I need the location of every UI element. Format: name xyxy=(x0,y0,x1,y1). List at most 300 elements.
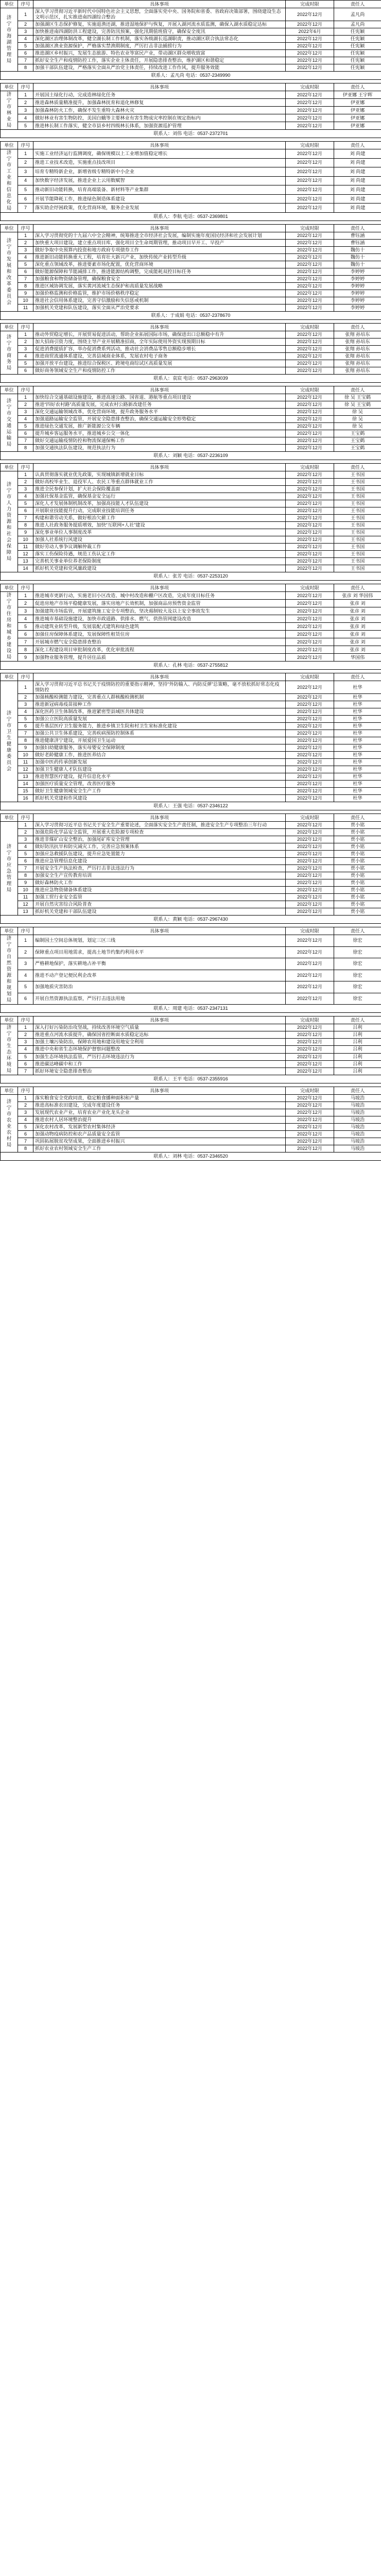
task-number: 2 xyxy=(18,338,33,346)
task-description: 提升基层医疗卫生服务能力，推进乡镇卫生院和村卫生室标准化建设 xyxy=(33,723,286,730)
task-deadline: 2022年12月 xyxy=(286,167,334,177)
task-row xyxy=(1,515,381,522)
task-description: 推进商贸流通体系建设，完善县域商业体系，发展农村电子商务 xyxy=(33,353,286,360)
header-deadline: 完成时限 xyxy=(286,324,334,331)
task-description: 深化工程建设项目审批制度改革，优化审批流程 xyxy=(33,646,286,654)
task-row xyxy=(1,773,381,781)
task-row xyxy=(1,766,381,773)
task-owner: 徐宏 xyxy=(334,935,381,947)
section-table xyxy=(0,141,381,221)
task-description: 开展自然资源执法监察，严厉打击违法用地 xyxy=(33,993,286,1005)
task-owner: 魏仿十 xyxy=(334,261,381,268)
task-number: 6 xyxy=(18,507,33,515)
contact-line: 联系人：刘伟 电话：0537-2372701 xyxy=(1,130,381,138)
task-number: 2 xyxy=(18,600,33,607)
task-deadline: 2022年12月 xyxy=(286,829,334,836)
task-description: 做好劳动人事争议调解仲裁工作 xyxy=(33,544,286,551)
task-number: 5 xyxy=(18,1053,33,1060)
task-deadline: 2022年12月 xyxy=(286,1102,334,1109)
task-owner: 徐 吴 王宝鹤 xyxy=(334,401,381,409)
task-number: 10 xyxy=(18,752,33,759)
header-number: 序号 xyxy=(18,1087,33,1095)
task-deadline: 2022年12月 xyxy=(286,858,334,865)
task-row xyxy=(1,268,381,276)
task-number: 9 xyxy=(18,290,33,297)
task-deadline: 2022年12月 xyxy=(286,64,334,72)
task-description: 开展节能降耗工作，推进绿色制造体系建设 xyxy=(33,194,286,204)
task-description: 做好卫生健康领域安全生产工作 xyxy=(33,788,286,795)
task-owner: 马坡浩 xyxy=(334,1124,381,1131)
task-deadline: 2022年12月 xyxy=(286,114,334,122)
task-owner: 李婷婷 xyxy=(334,304,381,312)
task-row xyxy=(1,694,381,701)
header-row xyxy=(1,464,381,471)
task-description: 加快综合交通基础设施建设，推进高速公路、国省道、港航等重点项目建设 xyxy=(33,394,286,401)
task-row xyxy=(1,185,381,195)
task-deadline: 2022年12月 xyxy=(286,486,334,493)
task-deadline: 2022年12月 xyxy=(286,1124,334,1131)
task-row xyxy=(1,851,381,858)
task-owner: 华国伟 xyxy=(334,654,381,662)
task-number: 3 xyxy=(18,1039,33,1046)
task-row xyxy=(1,346,381,353)
header-row xyxy=(1,386,381,394)
header-deadline: 完成时限 xyxy=(286,83,334,91)
unit-label: 济宁市生态环境局 xyxy=(6,1025,12,1074)
task-row xyxy=(1,149,381,159)
task-number: 3 xyxy=(18,247,33,254)
task-row xyxy=(1,360,381,367)
task-owner: 马坡浩 xyxy=(334,1145,381,1153)
task-deadline: 2022年12月 xyxy=(286,57,334,64)
task-deadline: 2022年12月 xyxy=(286,297,334,304)
task-row xyxy=(1,28,381,36)
section-table xyxy=(0,386,381,460)
header-deadline: 完成时限 xyxy=(286,1,334,8)
task-row xyxy=(1,795,381,802)
task-description: 推进湖区乡村振兴，发展生态旅游、特色农业等富民产业，带动湖区群众增收致富 xyxy=(33,50,286,57)
unit-name xyxy=(1,91,18,130)
task-deadline: 2022年12月 xyxy=(286,993,334,1005)
header-owner: 责任人 xyxy=(334,927,381,935)
task-row xyxy=(1,522,381,529)
header-task: 具体事项 xyxy=(33,225,286,232)
header-number: 序号 xyxy=(18,386,33,394)
header-owner: 责任人 xyxy=(334,1,381,8)
header-task: 具体事项 xyxy=(33,83,286,91)
header-deadline: 完成时限 xyxy=(286,673,334,681)
task-description: 保障重点项目用地需求，提高土地节约集约利用水平 xyxy=(33,946,286,958)
task-owner: 任宪颖 xyxy=(334,57,381,64)
task-row xyxy=(1,276,381,283)
header-row xyxy=(1,1016,381,1024)
footer-row xyxy=(1,1153,381,1161)
task-row xyxy=(1,894,381,901)
task-owner: 贾小铭 xyxy=(334,843,381,851)
task-description: 深入学习贯彻党的十九届六中全会精神，统筹推进全市经济社会发展，编制实施年度国民经济和社会发展计划 xyxy=(33,232,286,240)
task-description: 促进消费提质扩容，举办促消费系列活动，推动社会消费品零售总额稳步增长 xyxy=(33,346,286,353)
header-task: 具体事项 xyxy=(33,673,286,681)
task-description: 推进不动产登记便民利企改革 xyxy=(33,970,286,981)
header-deadline: 完成时限 xyxy=(286,1016,334,1024)
task-row xyxy=(1,423,381,430)
task-description: 做好争取中央预算内投资和地方政府专项债券工作 xyxy=(33,247,286,254)
task-deadline: 2022年12月 xyxy=(286,1067,334,1075)
task-owner: 徐宏 xyxy=(334,993,381,1005)
task-number: 9 xyxy=(18,529,33,536)
task-number: 8 xyxy=(18,737,33,744)
task-owner: 杜华 xyxy=(334,694,381,701)
task-number: 3 xyxy=(18,958,33,970)
task-number: 5 xyxy=(18,360,33,367)
task-deadline: 2022年12月 xyxy=(286,158,334,167)
task-deadline: 2022年12月 xyxy=(286,529,334,536)
task-description: 推进人社政务服务提质增效，加快“互联网+人社”建设 xyxy=(33,522,286,529)
task-deadline: 2022年12月 xyxy=(286,981,334,993)
task-row xyxy=(1,646,381,654)
task-number: 5 xyxy=(18,716,33,723)
task-number: 1 xyxy=(18,91,33,99)
task-number: 3 xyxy=(18,607,33,615)
task-description: 推进应急管理信息化建设 xyxy=(33,858,286,865)
task-description: 推进“四好农村路”高质量发展，完成农村公路新改建任务 xyxy=(33,401,286,409)
task-number: 4 xyxy=(18,1116,33,1124)
unit-name xyxy=(1,681,18,802)
task-number: 4 xyxy=(18,708,33,716)
task-row xyxy=(1,872,381,879)
task-owner: 张彦 刘 xyxy=(334,646,381,654)
contact-line: 联系人：王平 电话：0537-2355916 xyxy=(1,1075,381,1083)
task-row xyxy=(1,430,381,437)
task-description: 做好林业有害生物防控，美国白蛾等主要林业有害生物成灾率控制在规定指标内 xyxy=(33,114,286,122)
task-deadline: 2022年12月 xyxy=(286,338,334,346)
task-deadline: 2022年12月 xyxy=(286,781,334,788)
task-deadline: 2022年12月 xyxy=(286,1131,334,1138)
task-number: 9 xyxy=(18,879,33,887)
task-owner: 杜华 xyxy=(334,723,381,730)
task-deadline: 2022年12月 xyxy=(286,240,334,247)
task-owner: 刘 尚建 xyxy=(334,204,381,213)
task-row xyxy=(1,843,381,851)
task-number: 7 xyxy=(18,865,33,872)
task-row xyxy=(1,471,381,479)
task-description: 推进非煤矿山安全整治，加强尾矿库安全管理 xyxy=(33,836,286,843)
task-number: 11 xyxy=(18,759,33,766)
task-owner: 马坡浩 xyxy=(334,1116,381,1124)
header-row xyxy=(1,814,381,822)
task-number: 1 xyxy=(18,8,33,21)
task-description: 推进林长制工作落实，健全市县乡村四级林长体系，加强资源巡护管理 xyxy=(33,122,286,130)
task-number: 6 xyxy=(18,430,33,437)
task-row xyxy=(1,654,381,662)
task-row xyxy=(1,394,381,401)
header-unit: 单位 xyxy=(1,1016,18,1024)
task-deadline: 2022年12月 xyxy=(286,887,334,894)
task-owner: 伊亚娜 xyxy=(334,122,381,130)
task-deadline: 2022年12月 xyxy=(286,558,334,565)
task-deadline: 2022年12月 xyxy=(286,479,334,486)
task-description: 完善机关事业单位养老保险制度 xyxy=(33,558,286,565)
task-owner: 王书国 xyxy=(334,544,381,551)
task-deadline: 2022年12月 xyxy=(286,759,334,766)
task-row xyxy=(1,43,381,50)
header-number: 序号 xyxy=(18,324,33,331)
unit-label: 济宁市人力资源和社会保障局 xyxy=(6,481,12,562)
header-unit: 单位 xyxy=(1,324,18,331)
unit-name xyxy=(1,8,18,72)
task-number: 15 xyxy=(18,788,33,795)
task-owner: 贾小铭 xyxy=(334,851,381,858)
task-deadline: 2022年12月 xyxy=(286,247,334,254)
task-number: 12 xyxy=(18,901,33,908)
unit-name xyxy=(1,471,18,572)
task-owner: 杜华 xyxy=(334,752,381,759)
task-owner: 伊亚娜 王宇晖 xyxy=(334,91,381,99)
task-owner: 曹钰涵 xyxy=(334,232,381,240)
task-number: 2 xyxy=(18,694,33,701)
task-deadline: 2022年12月 xyxy=(286,8,334,21)
task-deadline: 2022年12月 xyxy=(286,409,334,416)
task-owner: 杜华 xyxy=(334,716,381,723)
task-deadline: 2022年12月 xyxy=(286,752,334,759)
task-description: 做好老龄健康工作，推进医养结合 xyxy=(33,752,286,759)
task-description: 抓好机关党建和党风廉政建设 xyxy=(33,565,286,572)
task-number: 6 xyxy=(18,723,33,730)
task-description: 加强湖区生态保护修复，实施退渔还湖，推进湿地保护与恢复，开展入湖河流水质监测，确保入湖水质稳定达标 xyxy=(33,21,286,28)
task-row xyxy=(1,788,381,795)
section-table xyxy=(0,323,381,383)
task-deadline: 2022年12月 xyxy=(286,681,334,694)
task-number: 2 xyxy=(18,21,33,28)
task-deadline: 2022年12月 xyxy=(286,730,334,737)
task-number: 5 xyxy=(18,185,33,195)
task-number: 7 xyxy=(18,638,33,646)
header-owner: 责任人 xyxy=(334,584,381,592)
task-description: 构建和谐劳动关系，做好根治欠薪工作 xyxy=(33,515,286,522)
task-number: 3 xyxy=(18,107,33,114)
task-row xyxy=(1,607,381,615)
task-deadline: 2022年12月 xyxy=(286,536,334,544)
task-description: 加强价格监测和价格监管，维护市场价格秩序稳定 xyxy=(33,290,286,297)
task-deadline: 2022年12月 xyxy=(286,445,334,452)
unit-name xyxy=(1,1024,18,1075)
task-description: 落实工伤保险待遇，规范工伤认定工作 xyxy=(33,551,286,558)
task-row xyxy=(1,544,381,551)
task-owner: 任宪颖 xyxy=(334,50,381,57)
task-owner: 徐宏 xyxy=(334,970,381,981)
task-description: 深入学习贯彻习近平总书记关于安全生产重要论述，全面落实安全生产责任制，推进安全生产专项整治三年行动 xyxy=(33,822,286,829)
task-deadline: 2022年12月 xyxy=(286,901,334,908)
task-description: 推动建筑业转型升级，发展装配式建筑和绿色建筑 xyxy=(33,623,286,631)
task-description: 推动新旧动能转换，培育高端装备、新材料等产业集群 xyxy=(33,185,286,195)
task-deadline: 2022年12月 xyxy=(286,879,334,887)
task-number: 4 xyxy=(18,176,33,185)
task-owner: 刘 尚建 xyxy=(334,149,381,159)
task-description: 加大招商引资力度，围绕主导产业开展精准招商，全年实际使用外资实现预期目标 xyxy=(33,338,286,346)
task-row xyxy=(1,901,381,908)
task-deadline: 2022年12月 xyxy=(286,970,334,981)
header-number: 序号 xyxy=(18,225,33,232)
footer-row xyxy=(1,72,381,80)
task-deadline: 2022年12月 xyxy=(286,261,334,268)
header-row xyxy=(1,673,381,681)
task-description: 编制国土空间总体规划，划定三区三线 xyxy=(33,935,286,947)
task-deadline: 2022年12月 xyxy=(286,908,334,916)
task-description: 加强道路运输安全监管，开展安全隐患排查整治，确保交通运输安全形势稳定 xyxy=(33,416,286,423)
task-deadline: 2022年12月 xyxy=(286,1031,334,1039)
task-row xyxy=(1,592,381,600)
task-row xyxy=(1,8,381,21)
task-row xyxy=(1,176,381,185)
task-owner: 吕利 xyxy=(334,1060,381,1067)
task-number: 4 xyxy=(18,254,33,261)
task-number: 8 xyxy=(18,445,33,452)
task-deadline: 2022年12月 xyxy=(286,623,334,631)
task-number: 10 xyxy=(18,887,33,894)
task-deadline: 2022年12月 xyxy=(286,607,334,615)
task-row xyxy=(1,993,381,1005)
task-description: 抓好农业农村领域安全生产工作 xyxy=(33,1145,286,1153)
task-deadline: 2022年12月 xyxy=(286,822,334,829)
header-deadline: 完成时限 xyxy=(286,386,334,394)
task-deadline: 2022年12月 xyxy=(286,592,334,600)
task-number: 12 xyxy=(18,551,33,558)
task-description: 抓好机关党建和作风建设 xyxy=(33,795,286,802)
task-deadline: 2022年12月 xyxy=(286,21,334,28)
task-deadline: 2022年12月 xyxy=(286,437,334,445)
task-owner: 杜华 xyxy=(334,730,381,737)
task-description: 深入学习贯彻习近平新时代中国特色社会主义思想，全面落实党中央、国务院和省委、省政府决策部署，围绕建设生态文明示范区，扎实推进南四湖综合整治 xyxy=(33,8,286,21)
header-task: 具体事项 xyxy=(33,1016,286,1024)
footer-row xyxy=(1,213,381,221)
task-owner: 魏仿十 xyxy=(334,254,381,261)
task-owner: 贾小铭 xyxy=(334,887,381,894)
task-description: 推进绿色交通发展，推广新能源公交车辆 xyxy=(33,423,286,430)
task-row xyxy=(1,297,381,304)
task-description: 促进房地产市场平稳健康发展，落实房地产长效机制，加强商品房预售资金监管 xyxy=(33,600,286,607)
task-number: 5 xyxy=(18,261,33,268)
task-number: 11 xyxy=(18,304,33,312)
task-number: 2 xyxy=(18,401,33,409)
task-description: 抓好环境安全隐患排查整治 xyxy=(33,1067,286,1075)
task-description: 开展国土绿化行动，完成造林绿化任务 xyxy=(33,91,286,99)
task-deadline: 2022年12月 xyxy=(286,773,334,781)
task-number: 9 xyxy=(18,654,33,662)
task-owner: 杜华 xyxy=(334,744,381,752)
task-description: 加强地质灾害防治 xyxy=(33,981,286,993)
task-description: 加强人社系统行风建设 xyxy=(33,536,286,544)
task-number: 13 xyxy=(18,558,33,565)
section-table xyxy=(0,1087,381,1161)
task-description: 做好交通运输疫情防控和物流保通保畅工作 xyxy=(33,437,286,445)
task-owner: 徐宏 xyxy=(334,981,381,993)
task-number: 4 xyxy=(18,1046,33,1053)
task-row xyxy=(1,1046,381,1053)
section-table xyxy=(0,0,381,80)
task-description: 严格耕地保护，落实耕地占补平衡 xyxy=(33,958,286,970)
task-owner: 王书国 xyxy=(334,479,381,486)
task-owner: 王宝鹤 xyxy=(334,437,381,445)
task-row xyxy=(1,708,381,716)
header-deadline: 完成时限 xyxy=(286,1087,334,1095)
task-owner: 徐 吴 王宝鹤 xyxy=(334,394,381,401)
task-deadline: 2022年12月 xyxy=(286,185,334,195)
task-deadline: 2022年12月 xyxy=(286,701,334,708)
task-deadline: 2022年12月 xyxy=(286,360,334,367)
task-row xyxy=(1,730,381,737)
task-owner: 马坡浩 xyxy=(334,1131,381,1138)
task-deadline: 2022年12月 xyxy=(286,515,334,522)
unit-name xyxy=(1,149,18,213)
task-description: 加快重大项目建设，建立重点项目库，强化项目全生命周期管理，推动项目早开工、早投产 xyxy=(33,240,286,247)
task-description: 抓好安全生产和疫情防控工作，落实企业主体责任，开展隐患排查整治，维护湖区和谐稳定 xyxy=(33,57,286,64)
task-number: 6 xyxy=(18,268,33,276)
task-deadline: 2022年12月 xyxy=(286,843,334,851)
task-owner: 王书国 xyxy=(334,515,381,522)
task-deadline: 2022年12月 xyxy=(286,788,334,795)
task-number: 5 xyxy=(18,981,33,993)
task-number: 4 xyxy=(18,36,33,43)
header-number: 序号 xyxy=(18,927,33,935)
section-table xyxy=(0,1016,381,1083)
task-description: 深化农村改革，发展新型农村集体经济 xyxy=(33,1124,286,1131)
task-number: 4 xyxy=(18,843,33,851)
task-owner: 贾小铭 xyxy=(334,872,381,879)
task-owner: 张翔 孙培东 xyxy=(334,367,381,375)
task-deadline: 2022年12月 xyxy=(286,600,334,607)
task-owner: 贾小铭 xyxy=(334,901,381,908)
task-owner: 徐 吴 xyxy=(334,423,381,430)
task-owner: 张彦 刘 xyxy=(334,623,381,631)
task-description: 深化湖区治理体制改革，健全湖长制工作机制，落实各级湖长巡湖职责，推动湖区联合执法常态化 xyxy=(33,36,286,43)
header-task: 具体事项 xyxy=(33,324,286,331)
task-row xyxy=(1,416,381,423)
task-row xyxy=(1,1138,381,1145)
task-owner: 贾小铭 xyxy=(334,829,381,836)
task-row xyxy=(1,615,381,623)
task-row xyxy=(1,829,381,836)
header-number: 序号 xyxy=(18,1,33,8)
task-row xyxy=(1,1039,381,1046)
task-description: 推进碳达峰碳中和工作 xyxy=(33,1060,286,1067)
task-deadline: 2022年12月 xyxy=(286,836,334,843)
task-deadline: 2022年12月 xyxy=(286,401,334,409)
task-row xyxy=(1,304,381,312)
task-owner: 吕利 xyxy=(334,1067,381,1075)
task-deadline: 2022年12月 xyxy=(286,254,334,261)
task-deadline: 2022年12月 xyxy=(286,766,334,773)
task-deadline: 2022年12月 xyxy=(286,507,334,515)
task-row xyxy=(1,204,381,213)
task-number: 7 xyxy=(18,57,33,64)
task-description: 开展职业技能提升行动，完成职业技能培训任务 xyxy=(33,507,286,515)
task-description: 深化事业单位人事制度改革 xyxy=(33,529,286,536)
task-owner: 张翔 孙培东 xyxy=(334,353,381,360)
task-owner: 王书国 xyxy=(334,493,381,500)
task-description: 推进城市更新行动，实施老旧小区改造、城中村改造和棚户区改造，完成年度目标任务 xyxy=(33,592,286,600)
task-number: 12 xyxy=(18,766,33,773)
header-task: 具体事项 xyxy=(33,1087,286,1095)
section-table xyxy=(0,224,381,320)
footer-row xyxy=(1,662,381,670)
task-row xyxy=(1,529,381,536)
task-row xyxy=(1,879,381,887)
task-description: 实施工业经济运行监测调度，确保规模以上工业增加值稳定增长 xyxy=(33,149,286,159)
task-owner: 曹钰涵 xyxy=(334,240,381,247)
task-deadline: 2022年12月 xyxy=(286,43,334,50)
task-owner: 张翔 孙培东 xyxy=(334,331,381,338)
task-owner: 任宪颖 xyxy=(334,28,381,36)
